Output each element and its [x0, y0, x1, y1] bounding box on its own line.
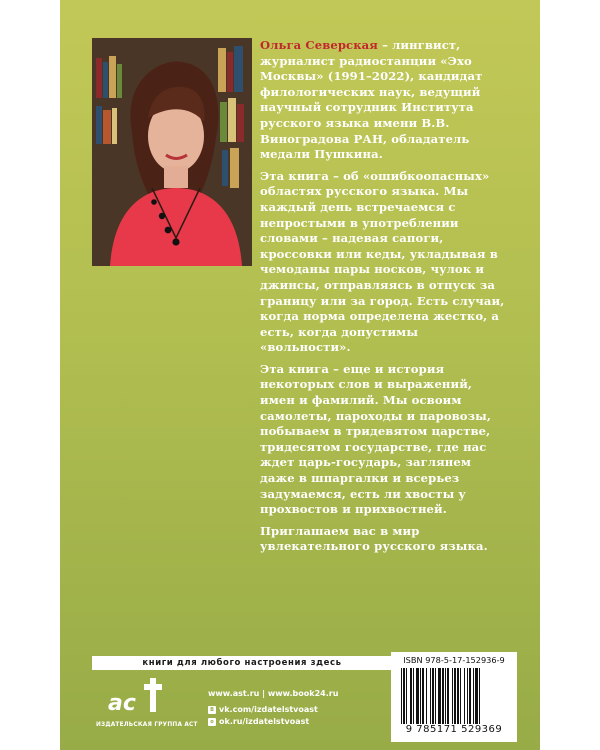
vk-icon: B: [208, 706, 216, 714]
annotation-text: [260, 38, 508, 561]
publisher-links: [208, 688, 388, 728]
description-paragraph-1: Эта книга – об «ошибкоопасных» областях русского языка. Мы каждый день встречаемся с непростыми в употреблении словами – надевая сапоги, кроссовки или кеды, укладывая в чемоданы пары носков, чулок и джинсы, отправляясь в отпуск за границу или за город. Есть случаи, когда норма определена жестко, а есть, когда допустимы «вольности».: [260, 168, 505, 355]
book-back-cover: [60, 0, 540, 750]
barcode-digits: 9 785171 529369: [405, 724, 503, 735]
svg-text:ac: ac: [108, 691, 136, 716]
author-photo: [92, 38, 252, 266]
websites-text[interactable]: www.ast.ru | www.book24.ru: [208, 689, 339, 698]
publisher-caption: ИЗДАТЕЛЬСКАЯ ГРУППА АСТ: [96, 722, 198, 728]
websites-row: [208, 688, 388, 700]
isbn-label: ISBN 978-5-17-152936-9: [403, 655, 505, 665]
vk-link[interactable]: vk.com/izdatelstvoast: [219, 705, 318, 714]
description-paragraph-3: Приглашаем вас в мир увлекательного русского языка.: [260, 523, 488, 554]
barcode-icon: [399, 668, 509, 724]
description-paragraph-2: Эта книга – еще и история некоторых слов и выражений, имен и фамилий. Мы освоим самолеты, пароходы и паровозы, побываем в тридевятом царстве, тридесятом государстве, где нас ждет царь-государь, заглянем даже в шпаргалки и всерьез задумаемся, есть ли хвосты у прохвостов и прихвостней.: [260, 361, 491, 517]
author-bio-text: – лингвист, журналист радиостанции «Эхо Москвы» (1991–2022), кандидат филологических наук, ведущий научный сотрудник Института русского языка имени В.В. Виноградова РАН, обладатель медали Пушкина.: [260, 38, 483, 162]
author-bio: [260, 38, 508, 163]
ok-icon: o: [208, 718, 216, 726]
author-name: Ольга Северская: [260, 38, 378, 52]
ok-row: [208, 716, 388, 728]
tagline-banner: книги для любого настроения здесь: [92, 656, 392, 670]
publisher-logo: [96, 674, 198, 736]
isbn-barcode-box: [391, 652, 517, 742]
ok-link[interactable]: ok.ru/izdatelstvoast: [219, 717, 310, 726]
vk-row: [208, 704, 388, 716]
ast-logo-icon: [106, 674, 166, 718]
